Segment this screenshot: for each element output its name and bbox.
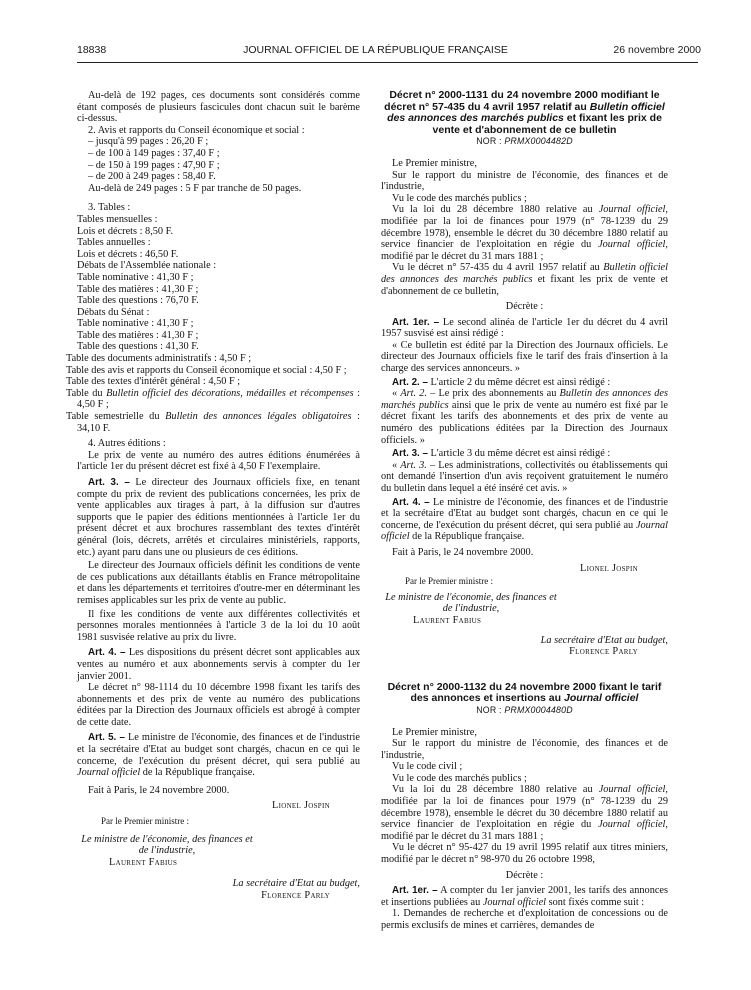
secretary-name: Florence Parly [569, 646, 638, 658]
paragraph: Le prix de vente au numéro des autres éditions énumérées à l'article 1er du présent décret est fixé à 4,50 F l'exemplaire. [77, 449, 360, 473]
minister-title: Le ministre de l'économie, des finances et de l'industrie, [385, 591, 557, 615]
list-item: – de 200 à 249 pages : 58,40 F. [88, 171, 216, 183]
paragraph: Vu la loi du 28 décembre 1880 relative au Journal officiel, modifiée par la loi de finances pour 1979 (n° 78-1239 du 29 décembre 1978), ensemble le décret du 30 décembre 1880 relatif au service financier de l'exploitation en régie du Journal officiel, modifié par le décret du 31 mars 1881 ; [381, 204, 668, 262]
article-3: Art. 3. – L'article 3 du même décret est ainsi rédigé : [392, 448, 611, 460]
list-item: Table nominative : 41,30 F ; [77, 318, 194, 330]
signing-place-date: Fait à Paris, le 24 novembre 2000. [88, 784, 230, 796]
paragraph: Vu le décret n° 95-427 du 19 avril 1995 relatif aux titres miniers, modifié par le décret n° 98-970 du 26 octobre 1998, [381, 842, 668, 866]
list-item: Table des questions : 41,30 F. [77, 341, 199, 353]
list-item: Table nominative : 41,30 F ; [77, 271, 194, 283]
decrete-heading: Décrète : [505, 869, 544, 881]
paragraph: Sur le rapport du ministre de l'économie, des finances et de l'industrie, [381, 738, 668, 761]
article-4: Art. 4. – Les dispositions du présent décret sont applicables aux ventes au numéro et aux abonnements servis à compter du 1er janvier 2001. [77, 647, 360, 682]
article-1: Art. 1er. – A compter du 1er janvier 2001, les tarifs des annonces et insertions publiées au Journal officiel sont fixés comme suit : [381, 885, 668, 908]
article-1: Art. 1er. – Le second alinéa de l'article 1er du décret du 4 avril 1957 susvisé est ainsi rédigé : [381, 316, 668, 340]
paragraph: Le Premier ministre, [392, 157, 477, 169]
nor-reference: NOR : PRMX0004480D [476, 704, 573, 715]
decrete-heading: Décrète : [505, 301, 544, 313]
list-item: Table des matières : 41,30 F ; [77, 283, 199, 295]
minister-name: Laurent Fabius [413, 614, 482, 626]
list-item: – de 150 à 199 pages : 47,90 F ; [88, 159, 220, 171]
page-number: 18838 [77, 44, 107, 56]
subheading: Débats de l'Assemblée nationale : [77, 260, 217, 272]
paragraph: Sur le rapport du ministre de l'économie, des finances et de l'industrie, [381, 169, 668, 193]
section-heading: 3. Tables : [88, 202, 131, 214]
paragraph: Le Premier ministre, [392, 726, 477, 738]
subheading: Tables annuelles : [77, 237, 151, 249]
secretary-name: Florence Parly [261, 890, 330, 901]
decree-title: Décret n° 2000-1132 du 24 novembre 2000 fixant le tarif des annonces et insertions au Journal officiel [387, 680, 662, 705]
minister-name: Laurent Fabius [109, 856, 178, 868]
price-list [77, 136, 360, 182]
signature-intro: Par le Premier ministre : [405, 576, 493, 587]
signing-place-date: Fait à Paris, le 24 novembre 2000. [392, 546, 534, 558]
paragraph: Vu le code des marchés publics ; [392, 772, 527, 784]
decree-title: Décret n° 2000-1131 du 24 novembre 2000 modifiant le décret n° 57-435 du 4 avril 1957 relatif au Bulletin officiel des annonces des marchés publics et fixant les prix de vente et d'abonnement de ce bulletin [384, 89, 665, 136]
paragraph: Table des avis et rapports du Conseil économique et social : 4,50 F ; [66, 364, 347, 376]
paragraph: Table du Bulletin officiel des décorations, médailles et récompenses : 4,50 F ; [66, 387, 361, 411]
article-3: Art. 3. – Le directeur des Journaux officiels fixe, en tenant compte du prix de revient des publications concernées, les prix de vente applicables aux tirages à part, à la diffusion sur d'autres supports que le papier des éditions mentionnées à l'article 1er du présent décret et aux brochures rassemblant des textes d'intérêt général (lois, décrets, arrêtés et circulaires ministériels, rapports, etc.) ayant paru dans une ou plusieurs de ces éditions. [77, 477, 360, 558]
paragraph: Vu la loi du 28 décembre 1880 relative au Journal officiel, modifiée par la loi de finances pour 1979 (n° 78-1239 du 29 décembre 1978), ensemble le décret du 30 décembre 1880 relatif au service financier de l'exploitation en régie du Journal officiel, modifié par le décret du 31 mars 1881 ; [381, 784, 668, 842]
paragraph: Lois et décrets : 8,50 F. [77, 225, 174, 237]
secretary-title: La secrétaire d'Etat au budget, [232, 878, 360, 890]
section-heading: 4. Autres éditions : [88, 438, 166, 450]
list-item: – de 100 à 149 pages : 37,40 F ; [88, 147, 220, 159]
paragraph: 1. Demandes de recherche et d'exploitation de concessions ou de permis exclusifs de mines et carrières, demandes de [381, 908, 668, 931]
right-column [381, 90, 668, 932]
signature-prime-minister: Lionel Jospin [272, 800, 330, 812]
article-5: Art. 5. – Le ministre de l'économie, des finances et de l'industrie et la secrétaire d'Etat au budget sont chargés, chacun en ce qui le concerne, de l'exécution du présent décret, qui sera publié au Journal officiel de la République française. [77, 732, 360, 779]
article-4: Art. 4. – Le ministre de l'économie, des finances et de l'industrie et la secrétaire d'Etat au budget sont chargés, chacun en ce qui le concerne, de l'exécution du présent décret, qui sera publié au Journal officiel de la République française. [381, 496, 668, 543]
paragraph: Table des documents administratifs : 4,50 F ; [66, 353, 252, 365]
quote: « Art. 2. – Le prix des abonnements au Bulletin des annonces des marchés publics ainsi que le prix de vente au numéro est fixé par le décret fixant les tarifs des abonnements et des prix de vente au numéro des publications éditées par la Direction des Journaux officiels. » [381, 388, 669, 446]
signature-intro: Par le Premier ministre : [101, 816, 189, 827]
header-date: 26 novembre 2000 [613, 44, 701, 56]
paragraph: Au-delà de 192 pages, ces documents sont considérés comme étant composés de plusieurs fascicules dont chacun suit le barème ci-dessus. [77, 90, 360, 125]
subheading: Débats du Sénat : [77, 306, 150, 318]
section-heading: 2. Avis et rapports du Conseil économique et social : [88, 124, 305, 136]
list-item: Table des questions : 76,70 F. [77, 295, 199, 307]
left-column [66, 90, 361, 902]
paragraph: Lois et décrets : 46,50 F. [77, 248, 179, 260]
paragraph: Le directeur des Journaux officiels définit les conditions de vente de ces publications aux détaillants établis en France métropolitaine et dans les départements et territoires d'outre-mer en déterminant les remises applicables sur les prix de vente au public. [77, 560, 360, 606]
paragraph: Table des textes d'intérêt général : 4,50 F ; [66, 376, 241, 388]
paragraph: Vu le code des marchés publics ; [392, 192, 527, 204]
signature-prime-minister: Lionel Jospin [580, 562, 638, 574]
subheading: Tables mensuelles : [77, 213, 158, 225]
list-item: – jusqu'à 99 pages : 26,20 F ; [88, 136, 209, 148]
quote: « Art. 3. – Les administrations, collectivités ou établissements qui ont demandé l'insertion d'un avis reçoivent gratuitement le numéro du bulletin dans lequel a été inséré cet avis. » [381, 459, 668, 494]
minister-title: Le ministre de l'économie, des finances et de l'industrie, [81, 833, 253, 857]
journal-title: JOURNAL OFFICIEL DE LA RÉPUBLIQUE FRANÇAISE [243, 44, 508, 56]
paragraph: Vu le décret n° 57-435 du 4 avril 1957 relatif au Bulletin officiel des annonces des marchés publics et fixant les prix de vente et d'abonnement de ce bulletin, [381, 262, 668, 297]
paragraph: Il fixe les conditions de vente aux différentes collectivités et personnes morales mentionnées à l'article 3 de la loi du 10 août 1981 susvisée relative au prix du livre. [77, 608, 360, 643]
paragraph: Le décret n° 98-1114 du 10 décembre 1998 fixant les tarifs des abonnements et des prix de vente au numéro des publications éditées par la Direction des Journaux officiels est abrogé à compter de cette date. [77, 682, 360, 728]
secretary-title: La secrétaire d'Etat au budget, [540, 634, 668, 646]
list-item: Table des matières : 41,30 F ; [77, 329, 199, 341]
article-2: Art. 2. – L'article 2 du même décret est ainsi rédigé : [392, 376, 611, 388]
paragraph: Table semestrielle du Bulletin des annonces légales obligatoires : 34,10 F. [66, 411, 361, 434]
quote: « Ce bulletin est édité par la Direction des Journaux officiels. Le directeur des Journaux officiels fixe le tarif des frais d'insertion à la charge des services annonceurs. » [381, 339, 668, 375]
header-rule [77, 62, 698, 63]
paragraph: Vu le code civil ; [392, 761, 463, 773]
paragraph: Au-delà de 249 pages : 5 F par tranche de 50 pages. [88, 182, 302, 194]
nor-reference: NOR : PRMX0004482D [476, 136, 573, 147]
